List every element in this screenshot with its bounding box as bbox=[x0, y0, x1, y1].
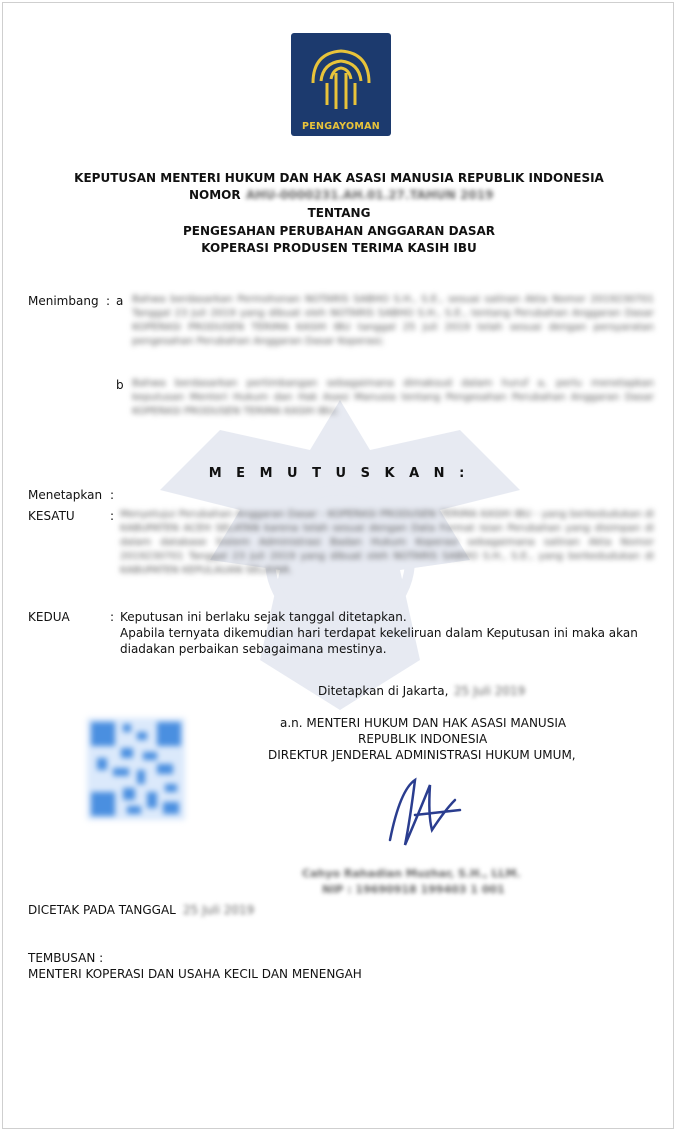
kesatu-text: Menyetujui Perubahan Anggaran Dasar - KOPERASI PRODUSEN TERIMA KASIH IBU - yang berkedudukan di KABUPATEN ACEH SELATAN karena telah sesuai dengan Data Format Isian Perubahan yang disimpan di dalam database Sistem Administrasi Badan Hukum Koperasi sebagaimana salinan Akta Nomor 2019230701 Tanggal 23 Juli 2019 yang dibuat oleh NOTARIS SABHO S.H., S.E., yang berkedudukan di KABUPATEN KEPULAUAN SELAYAR. bbox=[120, 509, 654, 576]
menetapkan-label: Menetapkan bbox=[28, 488, 103, 502]
menimbang-a-text: Bahwa berdasarkan Permohonan NOTARIS SABHO S.H., S.E., sesuai salinan Akta Nomor 2019230701 Tanggal 23 Juli 2019 yang dibuat oleh NOTARIS SABHO S.H., S.E., tentang Perubahan Anggaran Dasar KOPERASI PRODUSEN TERIMA KASIH IBU tanggal 25 Juli 2019 telah sesuai dengan persyaratan pengesahan Perubahan Anggaran Dasar Koperasi; bbox=[132, 294, 654, 347]
kesatu-colon: : bbox=[110, 509, 115, 523]
kesatu-label: KESATU bbox=[28, 509, 75, 523]
tentang-heading: TENTANG bbox=[307, 206, 371, 220]
kedua-label: KEDUA bbox=[28, 610, 70, 624]
ditetapkan-label: Ditetapkan di Jakarta, bbox=[318, 684, 449, 698]
signatory-nip: NIP : 19690918 199403 1 001 bbox=[322, 883, 505, 896]
logo-caption: PENGAYOMAN bbox=[301, 121, 381, 132]
signature-icon bbox=[360, 760, 480, 860]
menimbang-b-text: Bahwa berdasarkan pertimbangan sebagaimana dimaksud dalam huruf a, perlu menetapkan keputusan Menteri Hukum dan Hak Asasi Manusia tentang Pengesahan Perubahan Anggaran Dasar KOPERASI PRODUSEN TERIMA KASIH IBU; bbox=[132, 378, 654, 417]
memutuskan-heading: M E M U T U S K A N : bbox=[208, 466, 470, 481]
dicetak-date: 25 Juli 2019 bbox=[183, 903, 255, 917]
nomor-label: NOMOR bbox=[189, 188, 241, 202]
signatory-line-3: DIREKTUR JENDERAL ADMINISTRASI HUKUM UMUM, bbox=[268, 748, 576, 762]
menetapkan-colon: : bbox=[110, 488, 115, 502]
decree-title: KEPUTUSAN MENTERI HUKUM DAN HAK ASASI MANUSIA REPUBLIK INDONESIA bbox=[74, 171, 604, 185]
signatory-line-1: a.n. MENTERI HUKUM DAN HAK ASASI MANUSIA bbox=[280, 716, 567, 730]
ditetapkan-date: 25 Juli 2019 bbox=[454, 684, 526, 698]
pengayoman-logo bbox=[291, 33, 391, 136]
kedua-line-1: Keputusan ini berlaku sejak tanggal ditetapkan. bbox=[120, 610, 407, 624]
tembusan-label: TEMBUSAN : bbox=[28, 951, 104, 965]
kedua-line-3: diadakan perbaikan sebagaimana mestinya. bbox=[120, 642, 387, 656]
signatory-name: Cahyo Rahadian Muzhar, S.H., LLM. bbox=[302, 867, 521, 880]
kedua-line-2: Apabila ternyata dikemudian hari terdapat kekeliruan dalam Keputusan ini maka akan bbox=[120, 626, 638, 640]
menimbang-b-letter: b bbox=[116, 378, 124, 392]
menimbang-label: Menimbang bbox=[28, 294, 99, 308]
menimbang-a-letter: a bbox=[116, 294, 124, 308]
subject-line-2: KOPERASI PRODUSEN TERIMA KASIH IBU bbox=[201, 241, 477, 255]
nomor-value: AHU-0000231.AH.01.27.TAHUN 2019 bbox=[246, 188, 494, 202]
menimbang-colon: : bbox=[106, 294, 111, 308]
subject-line-1: PENGESAHAN PERUBAHAN ANGGARAN DASAR bbox=[182, 224, 495, 238]
dicetak-label: DICETAK PADA TANGGAL bbox=[28, 903, 176, 917]
pengayoman-tree-icon bbox=[291, 33, 391, 113]
signatory-line-2: REPUBLIK INDONESIA bbox=[358, 732, 488, 746]
kedua-colon: : bbox=[110, 610, 115, 624]
qr-code-icon bbox=[87, 718, 185, 820]
tembusan-item-1: MENTERI KOPERASI DAN USAHA KECIL DAN MENENGAH bbox=[28, 967, 362, 981]
